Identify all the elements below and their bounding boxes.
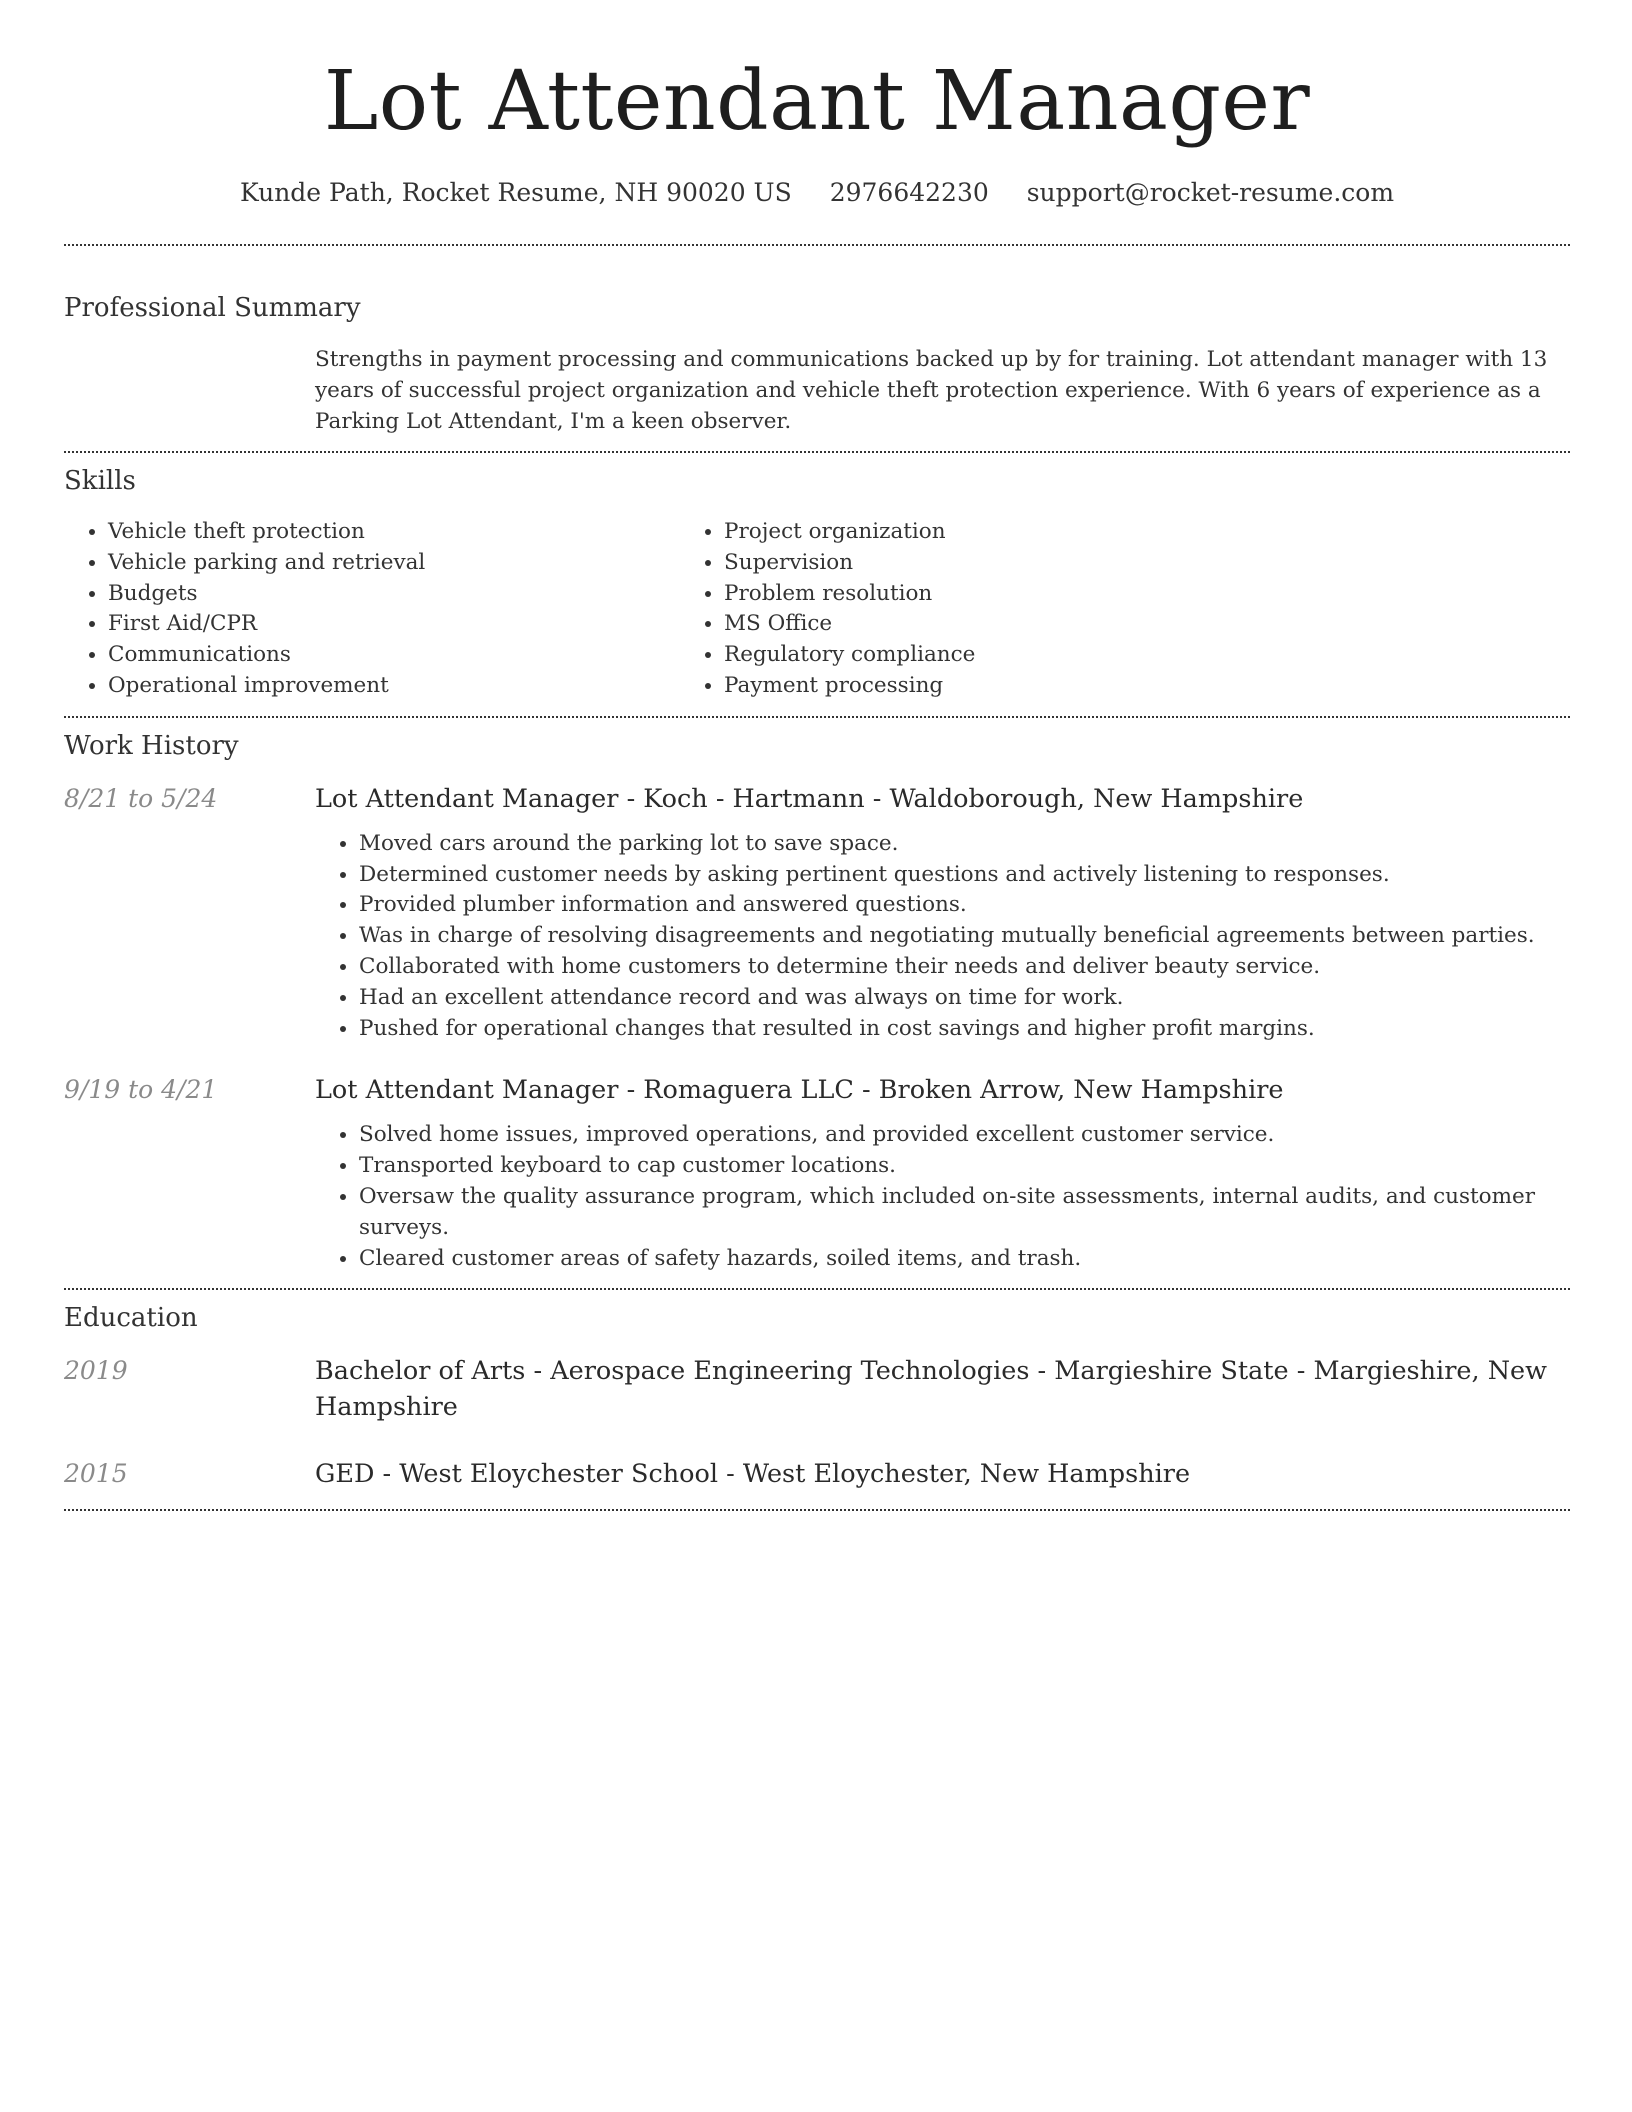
- job-dates: 9/19 to 4/21: [64, 1075, 218, 1105]
- skill-item: • Communications: [108, 640, 680, 671]
- job-bullet: • Oversaw the quality assurance program, which included on-site assessments, internal audits, and customer surveys.: [359, 1182, 1570, 1244]
- skills-heading: Skills: [64, 466, 136, 496]
- job-bullet: • Transported keyboard to cap customer locations.: [359, 1151, 1570, 1182]
- education-year: 2015: [64, 1459, 128, 1489]
- education-school: - Margieshire State - Margieshire, New Hampshire: [315, 1356, 1547, 1423]
- job-bullet: • Solved home issues, improved operations, and provided excellent customer service.: [359, 1120, 1570, 1151]
- work-history-heading: Work History: [64, 730, 239, 761]
- job-entry: [64, 781, 1570, 1045]
- job-bullet: • Determined customer needs by asking pertinent questions and actively listening to responses.: [359, 860, 1570, 891]
- section-divider: [64, 716, 1570, 718]
- skills-list: [64, 517, 1319, 702]
- resume-page: [64, 0, 1570, 1511]
- contact-email: support@rocket-resume.com: [1026, 178, 1395, 207]
- skill-item: • Project organization: [724, 517, 1296, 548]
- job-heading: Lot Attendant Manager - Romaguera LLC - Broken Arrow, New Hampshire: [315, 1075, 1284, 1106]
- job-bullet: • Had an excellent attendance record and was always on time for work.: [359, 983, 1570, 1014]
- skill-item: • Problem resolution: [724, 579, 1296, 610]
- job-entry: [64, 1072, 1570, 1274]
- skill-item: • Supervision: [724, 548, 1296, 579]
- section-divider: [64, 451, 1570, 453]
- job-bullet: • Was in charge of resolving disagreements and negotiating mutually beneficial agreements between parties.: [359, 921, 1570, 952]
- job-heading: Lot Attendant Manager - Koch - Hartmann - Waldoborough, New Hampshire: [315, 783, 1304, 814]
- education-heading: Education: [64, 1303, 198, 1334]
- skill-item: • Vehicle parking and retrieval: [108, 548, 680, 579]
- job-bullet: • Cleared customer areas of safety hazards, soiled items, and trash.: [359, 1244, 1570, 1275]
- skill-item: • Budgets: [108, 579, 680, 610]
- education-heading-line: [315, 1353, 1570, 1425]
- summary-text: Strengths in payment processing and communications backed up by for training. Lot attendant manager with 13 years of successful project organization and vehicle theft protection experience. With 6 years of experience as a Parking Lot Attendant, I'm a keen observer.: [315, 347, 1548, 434]
- summary-heading: Professional Summary: [64, 293, 361, 323]
- skill-item: • Regulatory compliance: [724, 640, 1296, 671]
- skill-item: • First Aid/CPR: [108, 609, 680, 640]
- skill-item: • Operational improvement: [108, 671, 680, 702]
- job-bullet: • Collaborated with home customers to determine their needs and deliver beauty service.: [359, 952, 1570, 983]
- work-history-section: [64, 729, 1570, 1275]
- education-entry: [64, 1456, 1570, 1492]
- job-bullets: [315, 829, 1570, 1045]
- education-school: - West Eloychester School - West Eloychester, New Hampshire: [374, 1459, 1191, 1490]
- skill-item: • MS Office: [724, 609, 1296, 640]
- education-year: 2019: [64, 1356, 128, 1386]
- section-divider: [64, 244, 1570, 246]
- education-degree: GED: [315, 1459, 375, 1490]
- job-dates: 8/21 to 5/24: [64, 783, 218, 813]
- summary-section: [64, 291, 1570, 437]
- contact-phone: 2976642230: [829, 178, 989, 207]
- job-bullets: [315, 1120, 1570, 1274]
- skills-section: [64, 464, 1570, 702]
- education-heading-line: [315, 1456, 1570, 1492]
- skill-item: • Vehicle theft protection: [108, 517, 680, 548]
- education-section: [64, 1301, 1570, 1492]
- education-entry: [64, 1353, 1570, 1425]
- skills-column-right: [680, 517, 1296, 702]
- contact-address: Kunde Path, Rocket Resume, NH 90020 US: [239, 178, 792, 207]
- section-divider: [64, 1509, 1570, 1511]
- skill-item: • Payment processing: [724, 671, 1296, 702]
- skills-column-left: [64, 517, 680, 702]
- job-bullet: • Pushed for operational changes that resulted in cost savings and higher profit margins.: [359, 1014, 1570, 1045]
- job-bullet: • Moved cars around the parking lot to save space.: [359, 829, 1570, 860]
- contact-line: [64, 176, 1570, 210]
- education-degree: Bachelor of Arts - Aerospace Engineering Technologies: [315, 1356, 1030, 1387]
- section-divider: [64, 1288, 1570, 1290]
- resume-name: Lot Attendant Manager: [323, 54, 1311, 149]
- job-bullet: • Provided plumber information and answered questions.: [359, 890, 1570, 921]
